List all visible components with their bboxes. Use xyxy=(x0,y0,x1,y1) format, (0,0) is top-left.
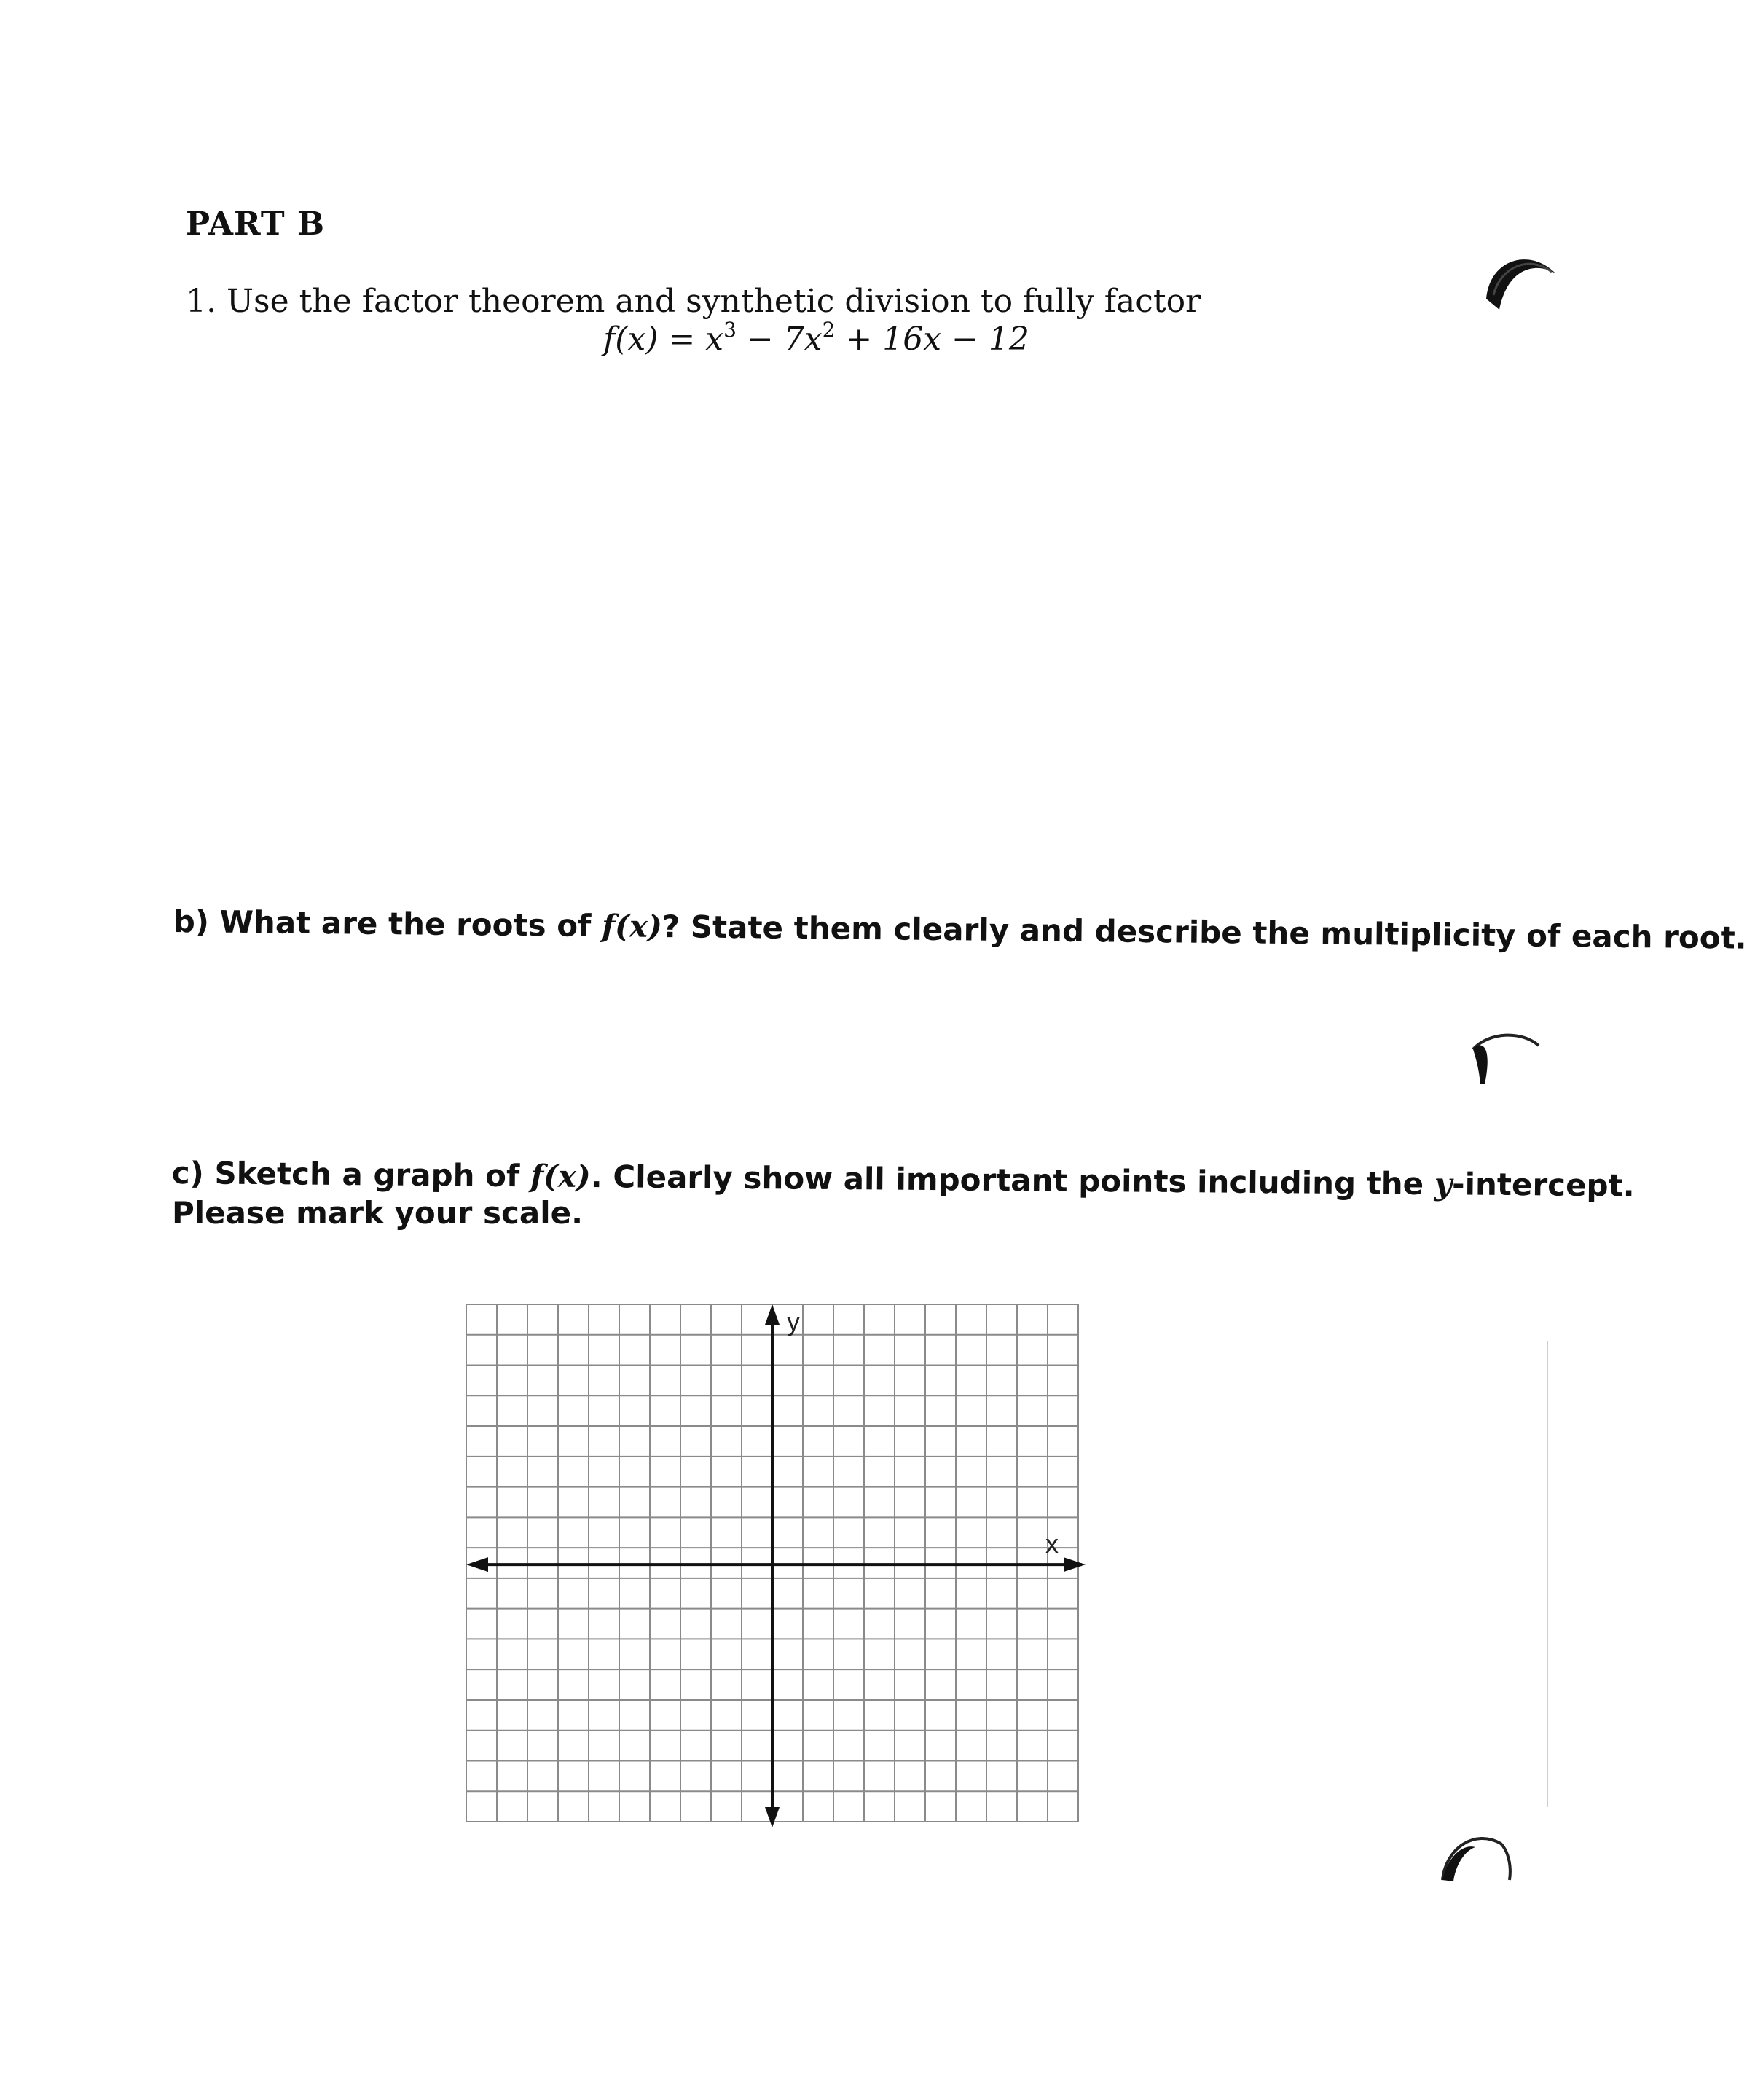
question-c-rest2: -intercept. xyxy=(1451,1166,1635,1204)
x-axis-label: x xyxy=(1045,1529,1059,1559)
question-c-fx: f(x) xyxy=(530,1158,592,1195)
page-edge-line xyxy=(1547,1341,1548,1807)
x-axis-left-arrow xyxy=(466,1557,488,1572)
binder-hole-top-icon xyxy=(1479,244,1559,317)
formula-exp-3: 3 xyxy=(723,318,737,342)
binder-hole-middle-icon xyxy=(1464,1027,1544,1093)
part-heading: PART B xyxy=(186,205,326,243)
formula-mid: − 7x xyxy=(736,321,823,358)
question-b-label: b) What are the roots of xyxy=(173,904,602,944)
y-axis-label: y xyxy=(787,1306,800,1336)
x-axis-right-arrow xyxy=(1064,1557,1086,1572)
polynomial-formula xyxy=(603,318,1029,358)
question-1-prompt: 1. Use the factor theorem and synthetic division to fully factor xyxy=(186,283,1201,320)
axes xyxy=(466,1304,1086,1827)
question-c-y: y xyxy=(1434,1166,1453,1202)
question-c-rest: . Clearly show all important points including the xyxy=(590,1159,1434,1202)
y-axis-up-arrow xyxy=(765,1304,780,1325)
y-axis-down-arrow xyxy=(765,1807,780,1827)
question-c-label: c) Sketch a graph of xyxy=(171,1155,531,1194)
formula-tail: + 16x − 12 xyxy=(835,321,1029,358)
question-b-fx: f(x) xyxy=(601,908,663,945)
question-b xyxy=(173,904,1746,956)
binder-hole-bottom-icon xyxy=(1435,1822,1515,1887)
coordinate-grid[interactable] xyxy=(459,1297,1086,1836)
question-c-line-2: Please mark your scale. xyxy=(172,1195,584,1231)
formula-lhs: f(x) = x xyxy=(603,321,724,358)
question-b-rest: ? State them clearly and describe the multiplicity of each root. xyxy=(661,909,1747,956)
formula-exp-2: 2 xyxy=(822,318,836,342)
